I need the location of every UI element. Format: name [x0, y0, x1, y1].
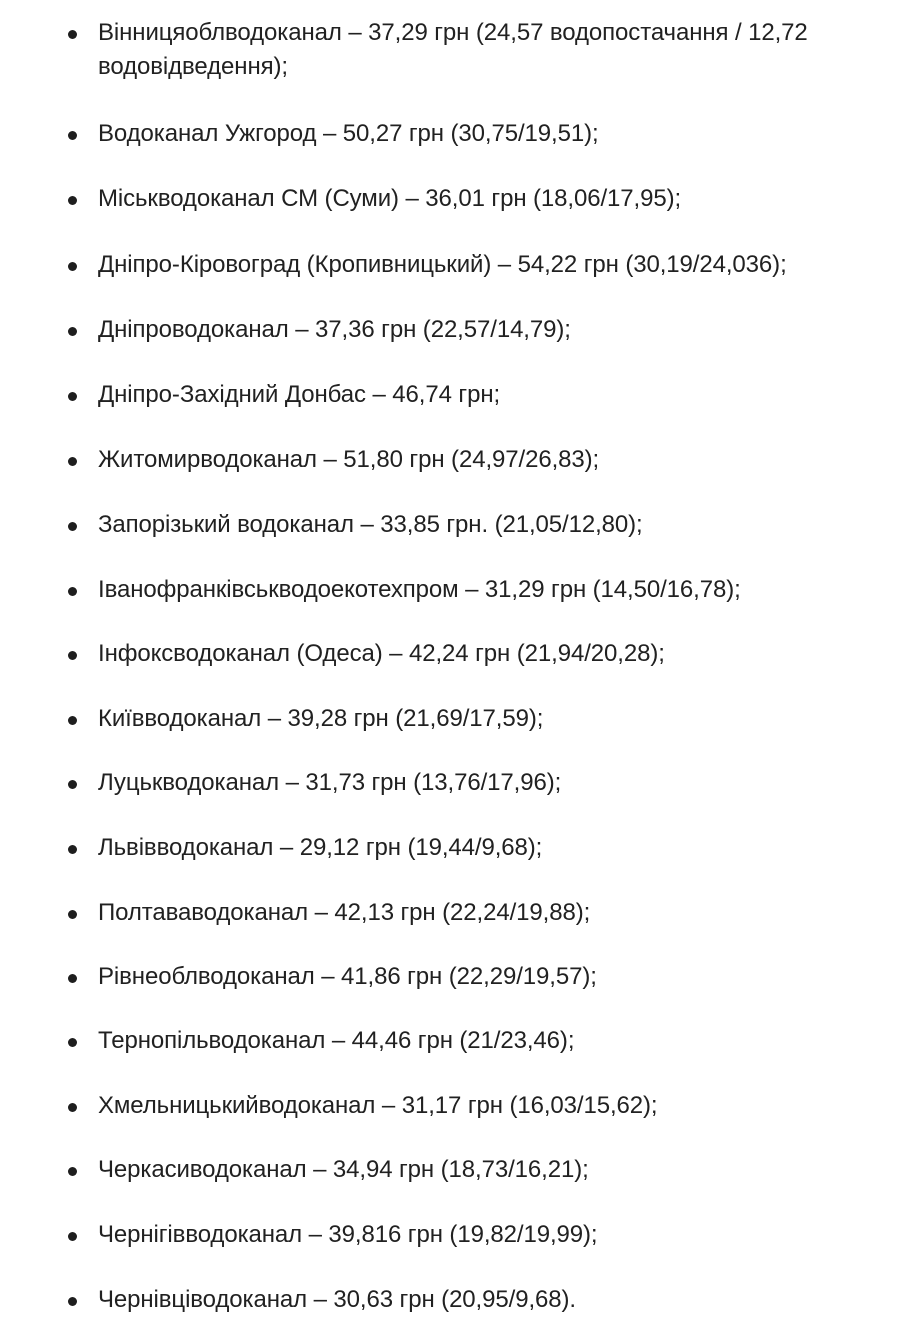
bullet-icon: [68, 974, 77, 983]
bullet-icon: [68, 1232, 77, 1241]
bullet-icon: [68, 131, 77, 140]
bullet-icon: [68, 716, 77, 725]
item-text: Черкасиводоканал – 34,94 грн (18,73/16,21);: [98, 1156, 589, 1183]
item-text: Полтававодоканал – 42,13 грн (22,24/19,88);: [98, 899, 591, 926]
bullet-icon: [68, 1103, 77, 1112]
bullet-icon: [68, 522, 77, 531]
item-text: Львівводоканал – 29,12 грн (19,44/9,68);: [98, 834, 543, 861]
item-text: Хмельницькийводоканал – 31,17 грн (16,03/15,62);: [98, 1092, 658, 1119]
bullet-icon: [68, 1038, 77, 1047]
bullet-icon: [68, 845, 77, 854]
item-text: Київводоканал – 39,28 грн (21,69/17,59);: [98, 705, 544, 732]
item-text: Водоканал Ужгород – 50,27 грн (30,75/19,51);: [98, 120, 599, 147]
bullet-icon: [68, 457, 77, 466]
item-text: Чернігівводоканал – 39,816 грн (19,82/19,99);: [98, 1221, 598, 1248]
bullet-icon: [68, 651, 77, 660]
bullet-icon: [68, 327, 77, 336]
item-text: Інфоксводоканал (Одеса) – 42,24 грн (21,94/20,28);: [98, 640, 665, 667]
item-text: Вінницяоблводоканал – 37,29 грн (24,57 водопостачання / 12,72 водовідведення);: [98, 19, 808, 80]
bullet-icon: [68, 1167, 77, 1176]
item-text: Запорізький водоканал – 33,85 грн. (21,05/12,80);: [98, 511, 643, 538]
item-text: Луцькводоканал – 31,73 грн (13,76/17,96);: [98, 769, 562, 796]
bullet-icon: [68, 196, 77, 205]
item-text: Дніпроводоканал – 37,36 грн (22,57/14,79);: [98, 316, 571, 343]
item-text: Дніпро-Західний Донбас – 46,74 грн;: [98, 381, 501, 408]
bullet-icon: [68, 1297, 77, 1306]
item-text: Міськводоканал СМ (Суми) – 36,01 грн (18,06/17,95);: [98, 185, 682, 212]
bullet-icon: [68, 780, 77, 789]
item-text: Дніпро-Кіровоград (Кропивницький) – 54,22 грн (30,19/24,036);: [98, 251, 787, 278]
item-text: Житомирводоканал – 51,80 грн (24,97/26,83);: [98, 446, 600, 473]
bullet-icon: [68, 30, 77, 39]
item-text: Чернівціводоканал – 30,63 грн (20,95/9,68).: [98, 1286, 576, 1313]
item-text: Іванофранківськводоекотехпром – 31,29 грн (14,50/16,78);: [98, 576, 741, 603]
item-text: Тернопільводоканал – 44,46 грн (21/23,46);: [98, 1027, 575, 1054]
bullet-icon: [68, 910, 77, 919]
bullet-icon: [68, 587, 77, 596]
item-text: Рівнеоблводоканал – 41,86 грн (22,29/19,57);: [98, 963, 597, 990]
bullet-icon: [68, 392, 77, 401]
bullet-icon: [68, 262, 77, 271]
